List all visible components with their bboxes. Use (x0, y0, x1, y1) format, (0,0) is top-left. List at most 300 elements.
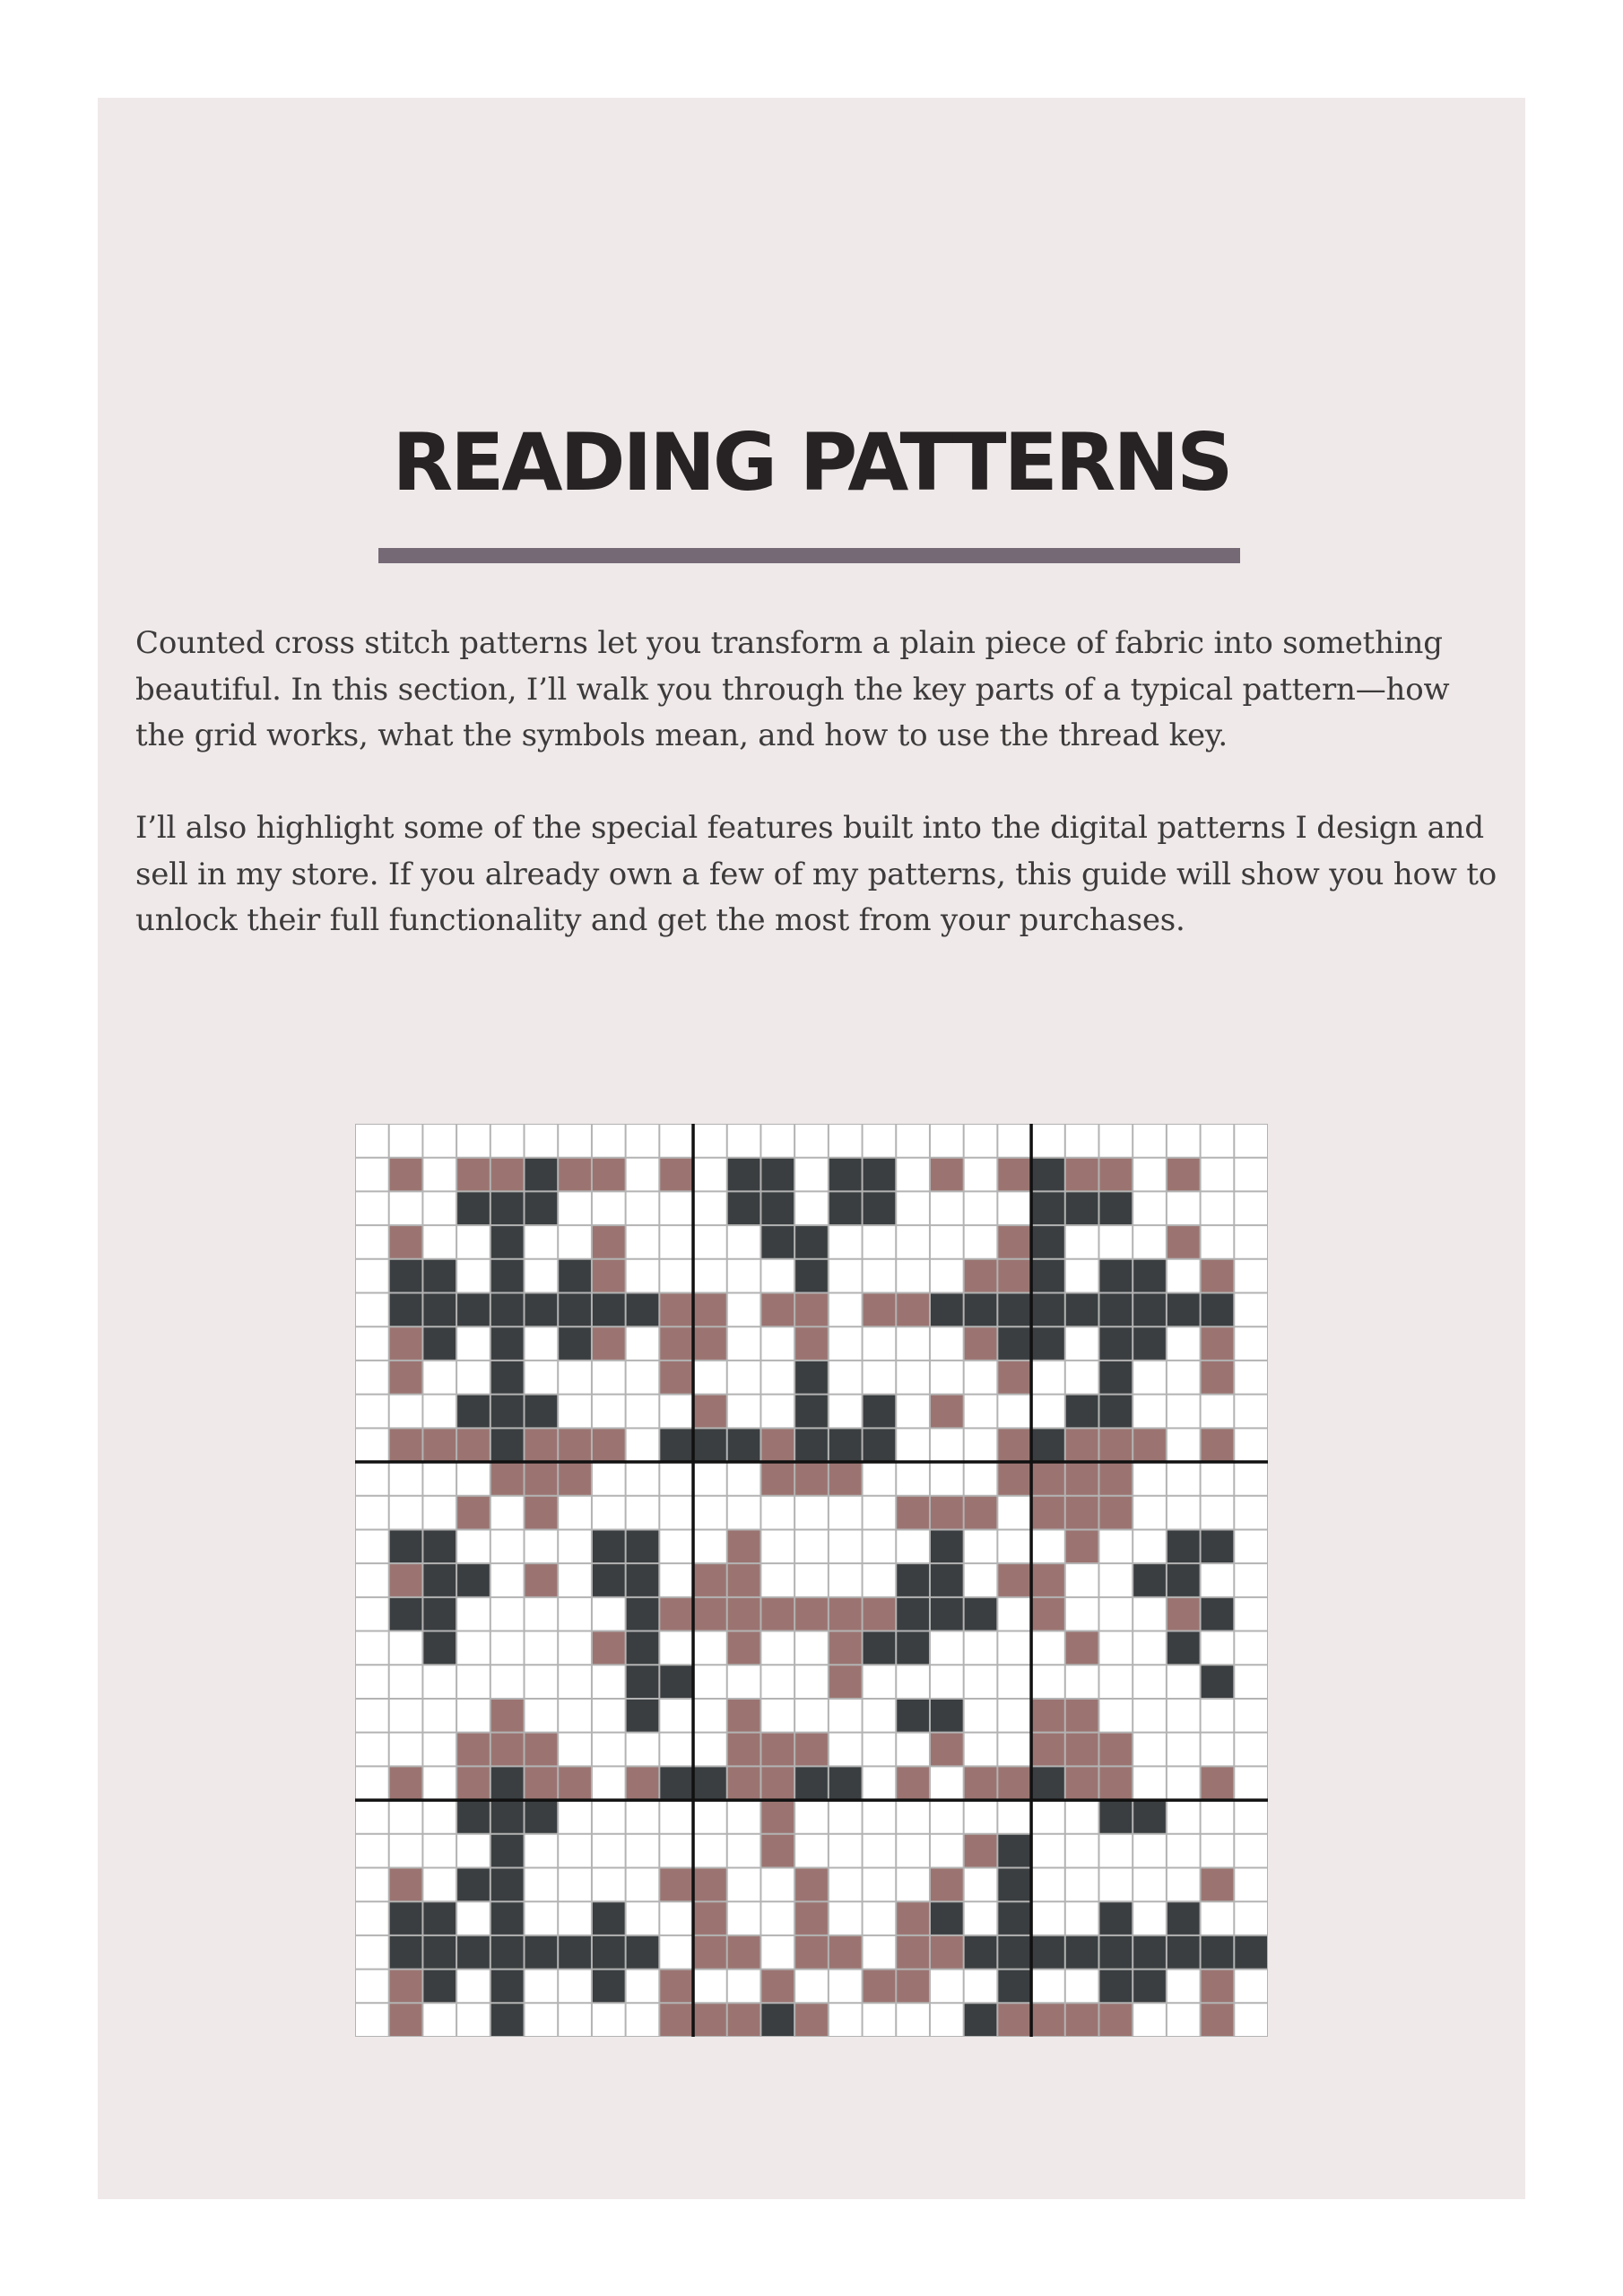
fabric-cell (490, 1563, 525, 1597)
stitch-mauve (389, 1428, 423, 1462)
fabric-cell (727, 1225, 761, 1259)
stitch-mauve (1031, 2003, 1065, 2037)
fabric-cell (1031, 1800, 1065, 1834)
stitch-mauve (456, 1158, 490, 1192)
fabric-cell (558, 1361, 592, 1395)
fabric-cell (1031, 1901, 1065, 1935)
stitch-mauve (1065, 1529, 1099, 1563)
stitch-mauve (997, 1361, 1031, 1395)
fabric-cell (964, 1733, 998, 1767)
fabric-cell (727, 1361, 761, 1395)
fabric-cell (1234, 1563, 1268, 1597)
fabric-cell (997, 1699, 1031, 1733)
fabric-cell (422, 1462, 456, 1496)
fabric-cell (1201, 1395, 1235, 1429)
fabric-cell (794, 1970, 829, 2004)
stitch-mauve (389, 1225, 423, 1259)
fabric-cell (930, 1800, 964, 1834)
stitch-dark (389, 1529, 423, 1563)
fabric-cell (997, 1496, 1031, 1530)
fabric-cell (659, 1901, 693, 1935)
fabric-cell (355, 1597, 389, 1631)
fabric-cell (829, 1529, 863, 1563)
stitch-dark (997, 1326, 1031, 1361)
stitch-mauve (693, 1901, 727, 1935)
fabric-cell (1133, 1766, 1167, 1800)
stitch-mauve (659, 1361, 693, 1395)
stitch-dark (1201, 1935, 1235, 1970)
stitch-dark (490, 2003, 525, 2037)
stitch-dark (997, 1935, 1031, 1970)
fabric-cell (930, 1225, 964, 1259)
stitch-dark (829, 1158, 863, 1192)
fabric-cell (896, 1529, 930, 1563)
fabric-cell (558, 2003, 592, 2037)
fabric-cell (626, 1428, 660, 1462)
fabric-cell (422, 1361, 456, 1395)
fabric-cell (760, 1631, 794, 1665)
fabric-cell (525, 1124, 559, 1158)
fabric-cell (659, 1699, 693, 1733)
fabric-cell (456, 1326, 490, 1361)
stitch-mauve (930, 1935, 964, 1970)
fabric-cell (659, 1563, 693, 1597)
fabric-cell (760, 1901, 794, 1935)
fabric-cell (727, 1834, 761, 1868)
fabric-cell (355, 1631, 389, 1665)
stitch-mauve (1031, 1733, 1065, 1767)
stitch-mauve (896, 1496, 930, 1530)
stitch-dark (1065, 1395, 1099, 1429)
fabric-cell (1201, 1733, 1235, 1767)
fabric-cell (490, 1124, 525, 1158)
stitch-dark (863, 1191, 897, 1225)
stitch-dark (1098, 1800, 1133, 1834)
stitch-mauve (1065, 1699, 1099, 1733)
fabric-cell (1167, 1834, 1201, 1868)
stitch-dark (422, 1563, 456, 1597)
fabric-cell (592, 1597, 626, 1631)
stitch-mauve (1201, 1428, 1235, 1462)
stitch-dark (389, 1935, 423, 1970)
fabric-cell (1167, 1124, 1201, 1158)
fabric-cell (863, 2003, 897, 2037)
fabric-cell (760, 1699, 794, 1733)
fabric-cell (794, 1496, 829, 1530)
stitch-mauve (863, 1293, 897, 1327)
fabric-cell (1234, 1834, 1268, 1868)
fabric-cell (389, 1124, 423, 1158)
stitch-dark (490, 1901, 525, 1935)
stitch-dark (896, 1631, 930, 1665)
fabric-cell (863, 1901, 897, 1935)
stitch-dark (422, 1259, 456, 1293)
stitch-dark (456, 1867, 490, 1901)
fabric-cell (964, 1800, 998, 1834)
stitch-mauve (558, 1766, 592, 1800)
stitch-mauve (997, 1563, 1031, 1597)
stitch-mauve (1031, 1597, 1065, 1631)
fabric-cell (592, 1496, 626, 1530)
fabric-cell (456, 1699, 490, 1733)
fabric-cell (490, 1529, 525, 1563)
stitch-dark (456, 1935, 490, 1970)
stitch-dark (1133, 1563, 1167, 1597)
stitch-mauve (794, 1597, 829, 1631)
fabric-cell (760, 1259, 794, 1293)
fabric-cell (794, 1800, 829, 1834)
stitch-mauve (997, 1158, 1031, 1192)
fabric-cell (1133, 1158, 1167, 1192)
stitch-dark (1098, 1293, 1133, 1327)
fabric-cell (863, 1259, 897, 1293)
fabric-cell (558, 1970, 592, 2004)
stitch-dark (997, 1834, 1031, 1868)
stitch-dark (1098, 1191, 1133, 1225)
stitch-dark (760, 1158, 794, 1192)
fabric-cell (525, 1834, 559, 1868)
fabric-cell (727, 1395, 761, 1429)
fabric-cell (693, 1800, 727, 1834)
stitch-dark (794, 1361, 829, 1395)
fabric-cell (525, 1529, 559, 1563)
fabric-cell (626, 1395, 660, 1429)
stitch-dark (490, 1395, 525, 1429)
stitch-mauve (558, 1158, 592, 1192)
stitch-mauve (829, 1597, 863, 1631)
fabric-cell (863, 1326, 897, 1361)
fabric-cell (930, 1124, 964, 1158)
fabric-cell (525, 1699, 559, 1733)
fabric-cell (355, 2003, 389, 2037)
stitch-dark (558, 1293, 592, 1327)
fabric-cell (1133, 1191, 1167, 1225)
fabric-cell (355, 1293, 389, 1327)
fabric-cell (1167, 1800, 1201, 1834)
stitch-mauve (592, 1259, 626, 1293)
stitch-mauve (930, 1867, 964, 1901)
fabric-cell (1234, 1867, 1268, 1901)
stitch-mauve (525, 1496, 559, 1530)
fabric-cell (1098, 1563, 1133, 1597)
stitch-mauve (1065, 2003, 1099, 2037)
fabric-cell (525, 1225, 559, 1259)
stitch-dark (558, 1326, 592, 1361)
fabric-cell (558, 1733, 592, 1767)
stitch-mauve (829, 1631, 863, 1665)
stitch-dark (964, 2003, 998, 2037)
fabric-cell (930, 1326, 964, 1361)
fabric-cell (829, 1124, 863, 1158)
stitch-mauve (760, 1766, 794, 1800)
stitch-mauve (760, 1597, 794, 1631)
fabric-cell (558, 1867, 592, 1901)
fabric-cell (760, 1563, 794, 1597)
fabric-cell (1133, 1867, 1167, 1901)
stitch-dark (1065, 1191, 1099, 1225)
fabric-cell (727, 1496, 761, 1530)
stitch-dark (1133, 1935, 1167, 1970)
stitch-dark (1133, 1259, 1167, 1293)
stitch-mauve (930, 1395, 964, 1429)
stitch-dark (896, 1597, 930, 1631)
stitch-dark (896, 1699, 930, 1733)
fabric-cell (558, 1631, 592, 1665)
fabric-cell (1098, 1124, 1133, 1158)
fabric-cell (693, 1158, 727, 1192)
fabric-cell (964, 1529, 998, 1563)
fabric-cell (863, 1462, 897, 1496)
fabric-cell (1234, 1733, 1268, 1767)
fabric-cell (626, 1259, 660, 1293)
fabric-cell (829, 1800, 863, 1834)
stitch-dark (456, 1800, 490, 1834)
stitch-dark (1167, 1293, 1201, 1327)
stitch-dark (490, 1766, 525, 1800)
stitch-dark (1031, 1259, 1065, 1293)
stitch-dark (863, 1158, 897, 1192)
stitch-dark (525, 1158, 559, 1192)
fabric-cell (558, 1191, 592, 1225)
fabric-cell (829, 1225, 863, 1259)
fabric-cell (829, 1563, 863, 1597)
stitch-dark (997, 1293, 1031, 1327)
stitch-dark (525, 1191, 559, 1225)
stitch-mauve (896, 1935, 930, 1970)
fabric-cell (558, 1834, 592, 1868)
fabric-cell (1234, 1496, 1268, 1530)
stitch-dark (997, 1901, 1031, 1935)
fabric-cell (558, 1563, 592, 1597)
fabric-cell (727, 1259, 761, 1293)
fabric-cell (1234, 1631, 1268, 1665)
fabric-cell (355, 1665, 389, 1699)
fabric-cell (896, 1665, 930, 1699)
fabric-cell (355, 1428, 389, 1462)
fabric-cell (355, 1834, 389, 1868)
stitch-mauve (829, 1462, 863, 1496)
fabric-cell (592, 1766, 626, 1800)
fabric-cell (525, 1631, 559, 1665)
fabric-cell (727, 1867, 761, 1901)
stitch-mauve (896, 1293, 930, 1327)
fabric-cell (829, 2003, 863, 2037)
stitch-mauve (659, 1293, 693, 1327)
fabric-cell (896, 1326, 930, 1361)
stitch-mauve (997, 2003, 1031, 2037)
stitch-dark (1201, 1529, 1235, 1563)
fabric-cell (558, 1800, 592, 1834)
fabric-cell (896, 1395, 930, 1429)
fabric-cell (422, 1225, 456, 1259)
fabric-cell (760, 1867, 794, 1901)
stitch-dark (930, 1901, 964, 1935)
fabric-cell (930, 1361, 964, 1395)
fabric-cell (1133, 1631, 1167, 1665)
stitch-dark (456, 1395, 490, 1429)
stitch-dark (930, 1597, 964, 1631)
fabric-cell (659, 1225, 693, 1259)
fabric-cell (997, 1733, 1031, 1767)
stitch-mauve (896, 1970, 930, 2004)
stitch-dark (760, 2003, 794, 2037)
fabric-cell (525, 1326, 559, 1361)
stitch-mauve (1065, 1428, 1099, 1462)
stitch-mauve (389, 1766, 423, 1800)
fabric-cell (1234, 1124, 1268, 1158)
fabric-cell (829, 1901, 863, 1935)
fabric-cell (863, 1361, 897, 1395)
stitch-mauve (490, 1733, 525, 1767)
stitch-mauve (997, 1428, 1031, 1462)
stitch-mauve (760, 1293, 794, 1327)
fabric-cell (592, 1699, 626, 1733)
fabric-cell (896, 1800, 930, 1834)
stitch-mauve (1201, 1766, 1235, 1800)
stitch-mauve (727, 1766, 761, 1800)
stitch-mauve (389, 1158, 423, 1192)
fabric-cell (456, 1665, 490, 1699)
fabric-cell (997, 1597, 1031, 1631)
fabric-cell (829, 1699, 863, 1733)
fabric-cell (997, 1124, 1031, 1158)
fabric-cell (422, 1395, 456, 1429)
fabric-cell (659, 1395, 693, 1429)
fabric-cell (760, 1124, 794, 1158)
fabric-cell (1065, 1800, 1099, 1834)
fabric-cell (863, 1529, 897, 1563)
fabric-cell (422, 1834, 456, 1868)
fabric-cell (1065, 1834, 1099, 1868)
stitch-mauve (659, 2003, 693, 2037)
fabric-cell (1201, 1699, 1235, 1733)
fabric-cell (422, 1867, 456, 1901)
stitch-dark (1098, 1395, 1133, 1429)
fabric-cell (1133, 1124, 1167, 1158)
stitch-mauve (659, 1970, 693, 2004)
stitch-dark (829, 1191, 863, 1225)
fabric-cell (829, 1361, 863, 1395)
stitch-dark (1031, 1158, 1065, 1192)
fabric-cell (1201, 1124, 1235, 1158)
fabric-cell (997, 1395, 1031, 1429)
stitch-mauve (1098, 1496, 1133, 1530)
fabric-cell (1031, 1529, 1065, 1563)
fabric-cell (1133, 1597, 1167, 1631)
stitch-mauve (389, 1326, 423, 1361)
stitch-mauve (964, 1326, 998, 1361)
fabric-cell (1167, 1259, 1201, 1293)
stitch-mauve (693, 1867, 727, 1901)
fabric-cell (1201, 1834, 1235, 1868)
fabric-cell (592, 1395, 626, 1429)
stitch-dark (930, 1293, 964, 1327)
stitch-dark (490, 1326, 525, 1361)
stitch-mauve (794, 1462, 829, 1496)
stitch-dark (930, 1563, 964, 1597)
fabric-cell (456, 2003, 490, 2037)
fabric-cell (1065, 1259, 1099, 1293)
stitch-dark (1098, 1935, 1133, 1970)
stitch-dark (1201, 1597, 1235, 1631)
fabric-cell (355, 1326, 389, 1361)
stitch-mauve (693, 1326, 727, 1361)
stitch-dark (422, 1293, 456, 1327)
stitch-dark (422, 1597, 456, 1631)
fabric-cell (422, 1191, 456, 1225)
fabric-cell (422, 1800, 456, 1834)
stitch-dark (794, 1428, 829, 1462)
fabric-cell (1167, 1462, 1201, 1496)
stitch-mauve (1098, 1158, 1133, 1192)
fabric-cell (659, 1496, 693, 1530)
fabric-cell (389, 1699, 423, 1733)
fabric-cell (1098, 1834, 1133, 1868)
stitch-mauve (490, 1462, 525, 1496)
stitch-mauve (964, 1834, 998, 1868)
fabric-cell (964, 1225, 998, 1259)
stitch-dark (456, 1293, 490, 1327)
fabric-cell (863, 1935, 897, 1970)
stitch-mauve (997, 1766, 1031, 1800)
stitch-mauve (1098, 1428, 1133, 1462)
stitch-mauve (1201, 1867, 1235, 1901)
stitch-mauve (1201, 1970, 1235, 2004)
stitch-dark (794, 1766, 829, 1800)
fabric-cell (760, 1395, 794, 1429)
fabric-cell (1167, 1766, 1201, 1800)
stitch-mauve (1098, 1462, 1133, 1496)
fabric-cell (1133, 1496, 1167, 1530)
fabric-cell (1234, 1901, 1268, 1935)
fabric-cell (659, 1191, 693, 1225)
fabric-cell (964, 1462, 998, 1496)
stitch-mauve (693, 1597, 727, 1631)
stitch-mauve (1065, 1733, 1099, 1767)
fabric-cell (863, 1225, 897, 1259)
stitch-mauve (727, 1563, 761, 1597)
fabric-cell (930, 1462, 964, 1496)
fabric-cell (1133, 1699, 1167, 1733)
stitch-mauve (727, 2003, 761, 2037)
fabric-cell (626, 1158, 660, 1192)
fabric-cell (1031, 1665, 1065, 1699)
fabric-cell (1065, 1597, 1099, 1631)
stitch-mauve (592, 1326, 626, 1361)
fabric-cell (422, 1766, 456, 1800)
stitch-mauve (930, 1733, 964, 1767)
stitch-dark (626, 1563, 660, 1597)
fabric-cell (1234, 1665, 1268, 1699)
stitch-dark (525, 1395, 559, 1429)
fabric-cell (592, 2003, 626, 2037)
stitch-dark (727, 1158, 761, 1192)
stitch-dark (626, 1935, 660, 1970)
fabric-cell (1065, 1665, 1099, 1699)
fabric-cell (626, 1462, 660, 1496)
stitch-mauve (659, 1597, 693, 1631)
fabric-cell (1065, 1563, 1099, 1597)
fabric-cell (1031, 1834, 1065, 1868)
stitch-dark (626, 1597, 660, 1631)
fabric-cell (389, 1631, 423, 1665)
fabric-cell (558, 1124, 592, 1158)
fabric-cell (896, 1225, 930, 1259)
stitch-mauve (525, 1766, 559, 1800)
fabric-cell (930, 1766, 964, 1800)
stitch-dark (1133, 1326, 1167, 1361)
fabric-cell (964, 1361, 998, 1395)
